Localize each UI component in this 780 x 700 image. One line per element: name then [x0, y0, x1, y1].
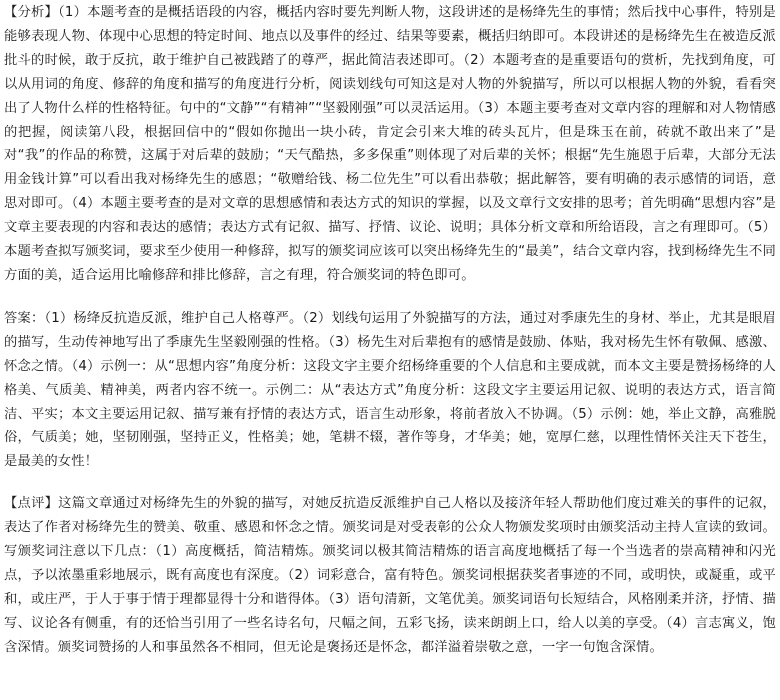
analysis-paragraph: 【分析】（1）本题考查的是概括语段的内容，概括内容时要先判断人物，这段讲述的是杨绛先生的事情；然后找中心事件，特别是能够表现人物、体现中心思想的特定时间、地点以及事件的经过、结果等要素，概括归纳即可。本段讲述的是杨绛先生在被造反派批斗的时候，敢于反抗，敢于维护自己被践踏了的尊严，据此简洁表述即可。（2）本题考查的是重要语句的赏析，先找到角度，可以从用词的角度、修辞的角度和描写的角度进行分析，阅读划线句可知这是对人物的外貌描写，所以可以根据人物的外貌，看看突出了人物什么样的性格特征。句中的“文静”“有精神”“坚毅刚强”可以灵活运用。（3）本题主要考查对文章内容的理解和对人物情感的把握，阅读第八段，根据回信中的“假如你抛出一块小砖，肯定会引来大堆的砖头瓦片，但是珠玉在前，砖就不敢出来了”是对“我”的作品的称赞，这属于对后辈的鼓励；“天气酷热，多多保重”则体现了对后辈的关怀；根据“先生施恩于后辈，大部分无法用金钱计算”可以看出我对杨绛先生的感恩；“敬赠给钱、杨二位先生”可以看出恭敬；据此解答，要有明确的表示感情的词语，意思对即可。（4）本题主要考查的是对文章的思想感情和表达方式的知识的掌握，以及文章行文安排的思考；首先明确“思想内容”是文章主要表现的内容和表达的感情；表达方式有记叙、描写、抒情、议论、说明；具体分析文章和所给语段，言之有理即可。（5）本题考查拟写颁奖词，要求至少使用一种修辞，拟写的颁奖词应该可以突出杨绛先生的“最美”，结合文章内容，找到杨绛先生不同方面的美，适合运用比喻修辞和排比修辞，言之有理，符合颁奖词的特色即可。 [4, 5, 776, 283]
answer-paragraph: 答案：（1）杨绛反抗造反派，维护自己人格尊严。（2）划线句运用了外貌描写的方法，通过对季康先生的身材、举止，尤其是眼眉的描写，生动传神地写出了季康先生坚毅刚强的性格。（3）杨先生对后辈抱有的感情是鼓励、体贴，我对杨先生怀有敬佩、感激、怀念之情。（4）示例一：从“思想内容”角度分析：这段文字主要介绍杨绛重要的个人信息和主要成就，而本文主要是赞扬杨绛的人格美、气质美、精神美，两者内容不统一。示例二：从“表达方式”角度分析：这段文字主要运用记叙、说明的表达方式，语言简洁、平实；本文主要运用记叙、描写兼有抒情的表达方式，语言生动形象，将前者放入不协调。（5）示例：她，举止文静，高雅脱俗，气质美；她，坚韧刚强，坚持正义，性格美；她，笔耕不辍，著作等身，才华美；她，宽厚仁慈，以理性情怀关注天下苍生，是最美的女性！ [4, 310, 776, 470]
paragraph-spacer [4, 474, 776, 492]
paragraph-spacer [4, 288, 776, 307]
comment-paragraph: 【点评】这篇文章通过对杨绛先生的外貌的描写，对她反抗造反派维护自己人格以及接济年轻人帮助他们度过难关的事件的记叙，表达了作者对杨绛先生的赞美、敬重、感恩和怀念之情。颁奖词是对受表彰的公众人物颁发奖项时由颁奖活动主持人宣读的致词。写颁奖词注意以下几点：（1）高度概括，简洁精炼。颁奖词以极其简洁精炼的语言高度地概括了每一个当选者的崇高精神和闪光点，予以浓墨重彩地展示，既有高度也有深度。（2）词彩意合，富有特色。颁奖词根据获奖者事迹的不同，或明快，或凝重，或平和，或庄严，于人于事于情于理都显得十分和谐得体。（3）语句清新，文笔优美。颁奖词语句长短结合，风格刚柔并济，抒情、描写、议论各有侧重，有的还恰当引用了一些名诗名句，尺幅之间，五彩飞扬，读来朗朗上口，给人以美的享受。（4）言志寓义，饱含深情。颁奖词赞扬的人和事虽然各不相同，但无论是褒扬还是怀念，都洋溢着崇敬之意，一字一句饱含深情。 [4, 496, 776, 655]
